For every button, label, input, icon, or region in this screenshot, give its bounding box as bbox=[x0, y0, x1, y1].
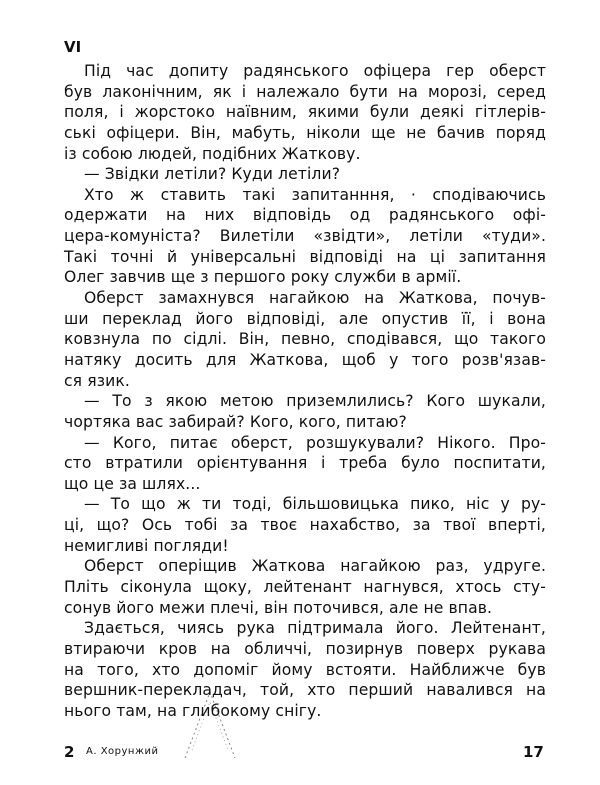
text-line: Пліть сіконула щоку, лейтенант нагнувся, хтось сту- bbox=[64, 578, 546, 597]
footer-author: А. Хорунжий bbox=[86, 746, 159, 757]
text-line: — То що ж ти тоді, більшовицька пико, ніс у ру- bbox=[84, 495, 546, 514]
text-line: сто втратили орієнтування і треба було поспитати, bbox=[64, 454, 546, 473]
text-line: що це за шлях... bbox=[64, 474, 201, 493]
text-line: одержати на них відповідь од радянського офі- bbox=[64, 206, 546, 225]
text-line: ковзнула по сідлі. Він, певно, сподівався, що такого bbox=[64, 330, 546, 349]
text-line: Олег завчив ще з першого року служби в армії. bbox=[64, 268, 462, 287]
text-line: цера-комуніста? Вилетіли «звідти», летіли «туди». bbox=[64, 227, 546, 246]
text-line: Оберст оперіщив Жаткова нагайкою раз, удруге. bbox=[84, 557, 546, 576]
text-line: немигливі погляди! bbox=[64, 536, 229, 555]
text-line: чортяка вас забирай? Кого, кого, питаю? bbox=[64, 412, 407, 431]
text-line: — Кого, питає оберст, розшукували? Нікого. Про- bbox=[84, 433, 546, 452]
body-text bbox=[64, 61, 546, 722]
text-line: ці, що? Ось тобі за твоє нахабство, за твої вперті, bbox=[64, 516, 546, 535]
text-line: натяку досить для Жаткова, щоб у того розв'язав- bbox=[64, 350, 546, 369]
text-line: вершник-перекладач, той, хто перший навалився на bbox=[64, 681, 546, 700]
text-line: нього там, на глибокому снігу. bbox=[64, 701, 322, 720]
text-line: Під час допиту радянського офіцера гер оберст bbox=[84, 62, 546, 80]
page-number: 17 bbox=[523, 743, 544, 761]
signature-mark: 2 bbox=[64, 743, 75, 761]
text-line: Оберст замахнувся нагайкою на Жаткова, почув- bbox=[84, 289, 546, 308]
library-stamp-mark bbox=[180, 690, 240, 760]
text-line: — То з якою метою приземлились? Кого шукали, bbox=[84, 392, 546, 411]
text-line: Такі точні й універсальні відповіді на ці запитання bbox=[64, 247, 546, 266]
text-line: ські офіцери. Він, мабуть, ніколи ще не бачив поряд bbox=[64, 123, 546, 142]
chapter-number: VI bbox=[64, 38, 82, 56]
text-line: поля, і жорстоко наївним, якими були деякі гітлерів- bbox=[64, 103, 546, 122]
text-line: ся язик. bbox=[64, 371, 130, 390]
text-line: був лаконічним, як і належало бути на морозі, серед bbox=[64, 82, 546, 101]
text-line: Здається, чиясь рука підтримала його. Лейтенант, bbox=[84, 619, 546, 638]
text-line: із собою людей, подібних Жаткову. bbox=[64, 144, 361, 163]
text-line: ши переклад його відповіді, але опустив її, і вона bbox=[64, 309, 546, 328]
text-line: — Звідки летіли? Куди летіли? bbox=[84, 165, 341, 184]
text-line: Хто ж ставить такі запитанння, · сподіваючись bbox=[84, 185, 546, 204]
text-line: сонув його межи плечі, він поточився, але не впав. bbox=[64, 598, 493, 617]
text-line: втираючи кров на обличчі, позирнув поверх рукава bbox=[64, 639, 546, 658]
text-line: на того, хто допоміг йому встояти. Найближче був bbox=[64, 660, 546, 679]
